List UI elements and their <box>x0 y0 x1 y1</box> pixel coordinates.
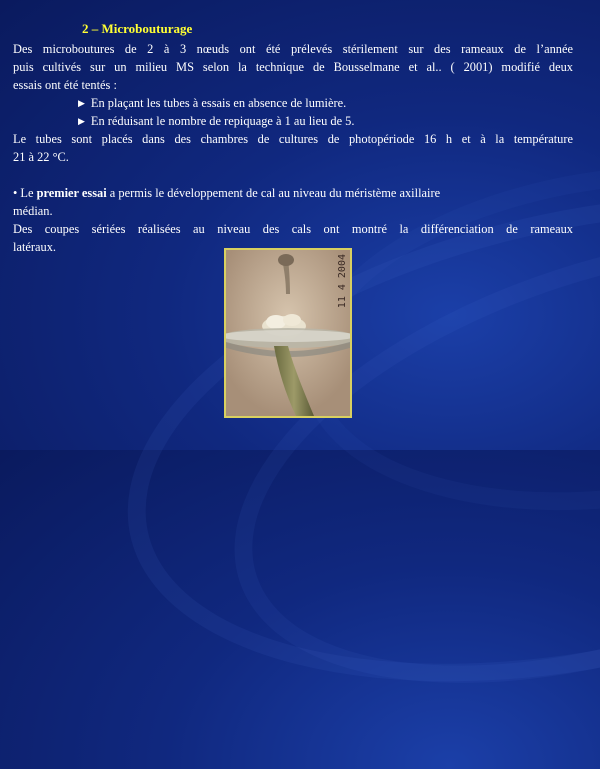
bullet-prefix: • Le <box>13 186 37 200</box>
slide-title: 2 – Microbouturage <box>82 21 193 36</box>
body-line: médian. <box>13 204 53 218</box>
body-line: 21 à 22 °C. <box>13 150 69 164</box>
photo-date-stamp: 11 4 2004 <box>337 254 348 309</box>
body-line: Des microboutures de 2 à 3 nœuds ont été prélevés stérilement sur des rameaux de l’année <box>13 42 573 56</box>
body-line: latéraux. <box>13 240 56 254</box>
bullet-text: En réduisant le nombre de repiquage à 1 au lieu de 5. <box>90 114 355 128</box>
body-line: Le tubes sont placés dans des chambres de cultures de photopériode 16 h et à la température <box>13 132 573 146</box>
arrow-bullet-icon: ▶ <box>78 98 85 108</box>
body-text: a permis le développement de cal au niveau du méristème axillaire <box>106 186 441 200</box>
body-line: Des coupes sériées réalisées au niveau des cals ont montré la différenciation de rameaux <box>13 222 573 236</box>
photo-illustration <box>226 250 350 416</box>
body-line <box>13 184 440 202</box>
microcutting-photo <box>224 248 352 418</box>
bullet-item <box>78 112 354 130</box>
arrow-bullet-icon: ▶ <box>78 116 85 126</box>
bullet-text: En plaçant les tubes à essais en absence de lumière. <box>90 96 347 110</box>
body-line: puis cultivés sur un milieu MS selon la technique de Bousselmane et al.. ( 2001) modifié deux <box>13 60 573 74</box>
bullet-item <box>78 94 346 112</box>
body-line: essais ont été tentés : <box>13 78 117 92</box>
emphasis-text: premier essai <box>36 186 107 200</box>
